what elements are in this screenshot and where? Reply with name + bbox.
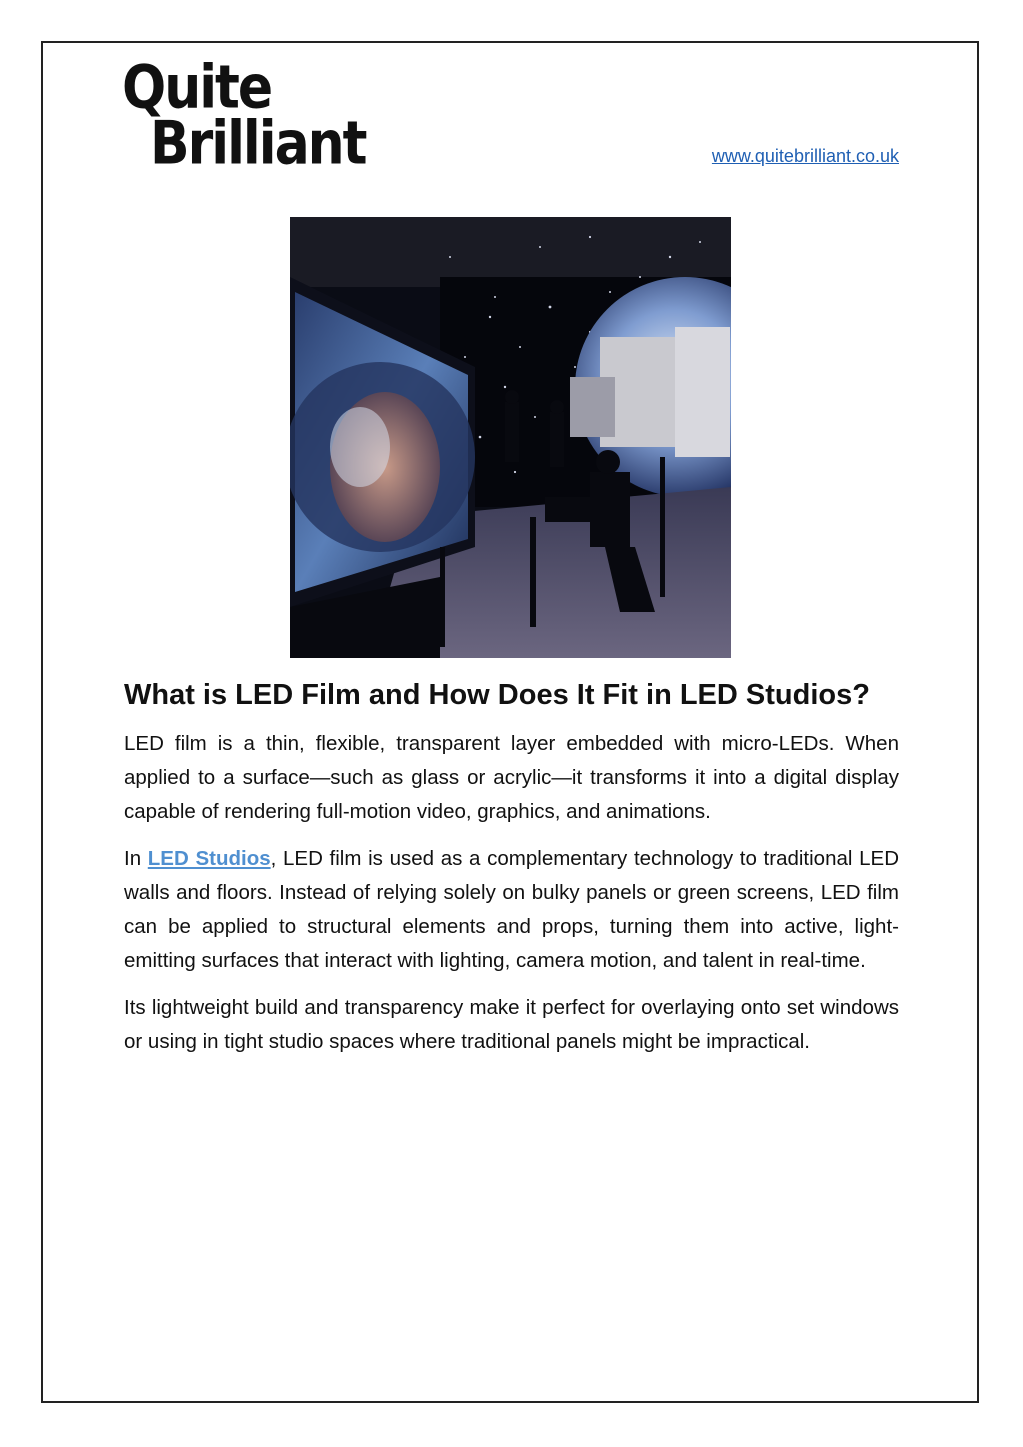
article-content	[124, 676, 899, 1072]
paragraph-led-studios-body: , LED film is used as a complementary technology to traditional LED walls and floors. Instead of relying solely on bulky panels or green screens, LED film can be applied to structural elements and props, turning them into active, light-emitting surfaces that interact with lighting, camera motion, and talent in real-time.	[124, 847, 899, 973]
studio-scene-image	[290, 217, 731, 658]
quite-brilliant-logo	[122, 53, 368, 179]
logo-line-quite: Quite	[122, 53, 272, 123]
website-link[interactable]: www.quitebrilliant.co.uk	[711, 146, 899, 166]
paragraph-lightweight-build: Its lightweight build and transparency make it perfect for overlaying onto set windows or using in tight studio spaces where traditional panels might be impractical.	[124, 996, 899, 1054]
led-studio-photo	[290, 217, 731, 658]
article-title: What is LED Film and How Does It Fit in LED Studios?	[124, 679, 870, 711]
paragraph-led-studios-lead: In	[124, 847, 148, 871]
led-studios-link[interactable]: LED Studios	[147, 847, 271, 871]
logo-line-brilliant: Brilliant	[150, 109, 366, 179]
paragraph-led-film-definition: LED film is a thin, flexible, transparent layer embedded with micro-LEDs. When applied to a surface—such as glass or acrylic—it transforms it into a digital display capable of rendering full-motion video, graphics, and animations.	[124, 732, 899, 824]
paragraph-led-studios	[124, 842, 899, 978]
